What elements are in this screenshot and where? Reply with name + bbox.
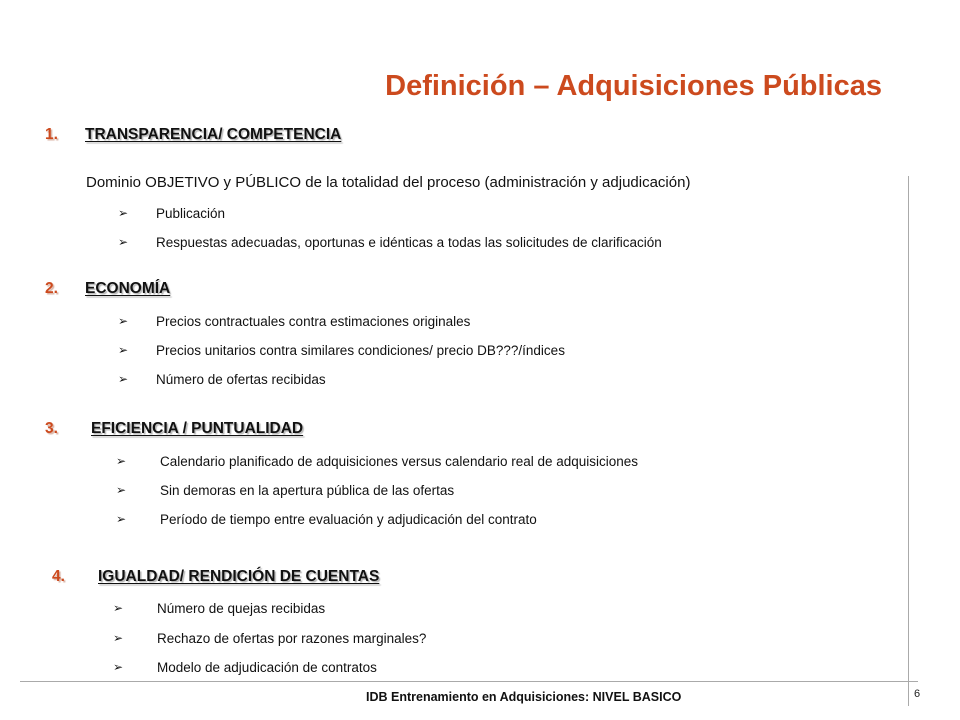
arrow-bullet-icon: ➢ (116, 512, 127, 526)
section-number: 4. (52, 568, 65, 585)
arrow-bullet-icon: ➢ (116, 483, 127, 497)
arrow-bullet-icon: ➢ (118, 372, 129, 386)
footer-text: IDB Entrenamiento en Adquisiciones: NIVEL BASICO (366, 690, 682, 704)
vertical-divider (908, 176, 909, 706)
arrow-bullet-icon: ➢ (113, 660, 124, 674)
arrow-bullet-icon: ➢ (116, 454, 127, 468)
section-title: IGUALDAD/ RENDICIÓN DE CUENTAS (98, 568, 380, 585)
section-title: TRANSPARENCIA/ COMPETENCIA (85, 126, 342, 143)
arrow-bullet-icon: ➢ (113, 631, 124, 645)
section-number: 3. (45, 420, 58, 437)
section-number: 1. (45, 126, 58, 143)
arrow-bullet-icon: ➢ (118, 206, 129, 220)
section-title: EFICIENCIA / PUNTUALIDAD (91, 420, 304, 437)
arrow-bullet-icon: ➢ (118, 235, 129, 249)
arrow-bullet-icon: ➢ (118, 314, 129, 328)
arrow-bullet-icon: ➢ (118, 343, 129, 357)
section-number: 2. (45, 280, 58, 297)
section-title: ECONOMÍA (85, 280, 171, 297)
arrow-bullet-icon: ➢ (113, 601, 124, 615)
slide-title: Definición – Adquisiciones Públicas (385, 70, 882, 102)
footer-divider (20, 681, 918, 682)
page-number: 6 (914, 688, 921, 700)
section-1-description: Dominio OBJETIVO y PÚBLICO de la totalidad del proceso (administración y adjudicación) (86, 174, 691, 191)
